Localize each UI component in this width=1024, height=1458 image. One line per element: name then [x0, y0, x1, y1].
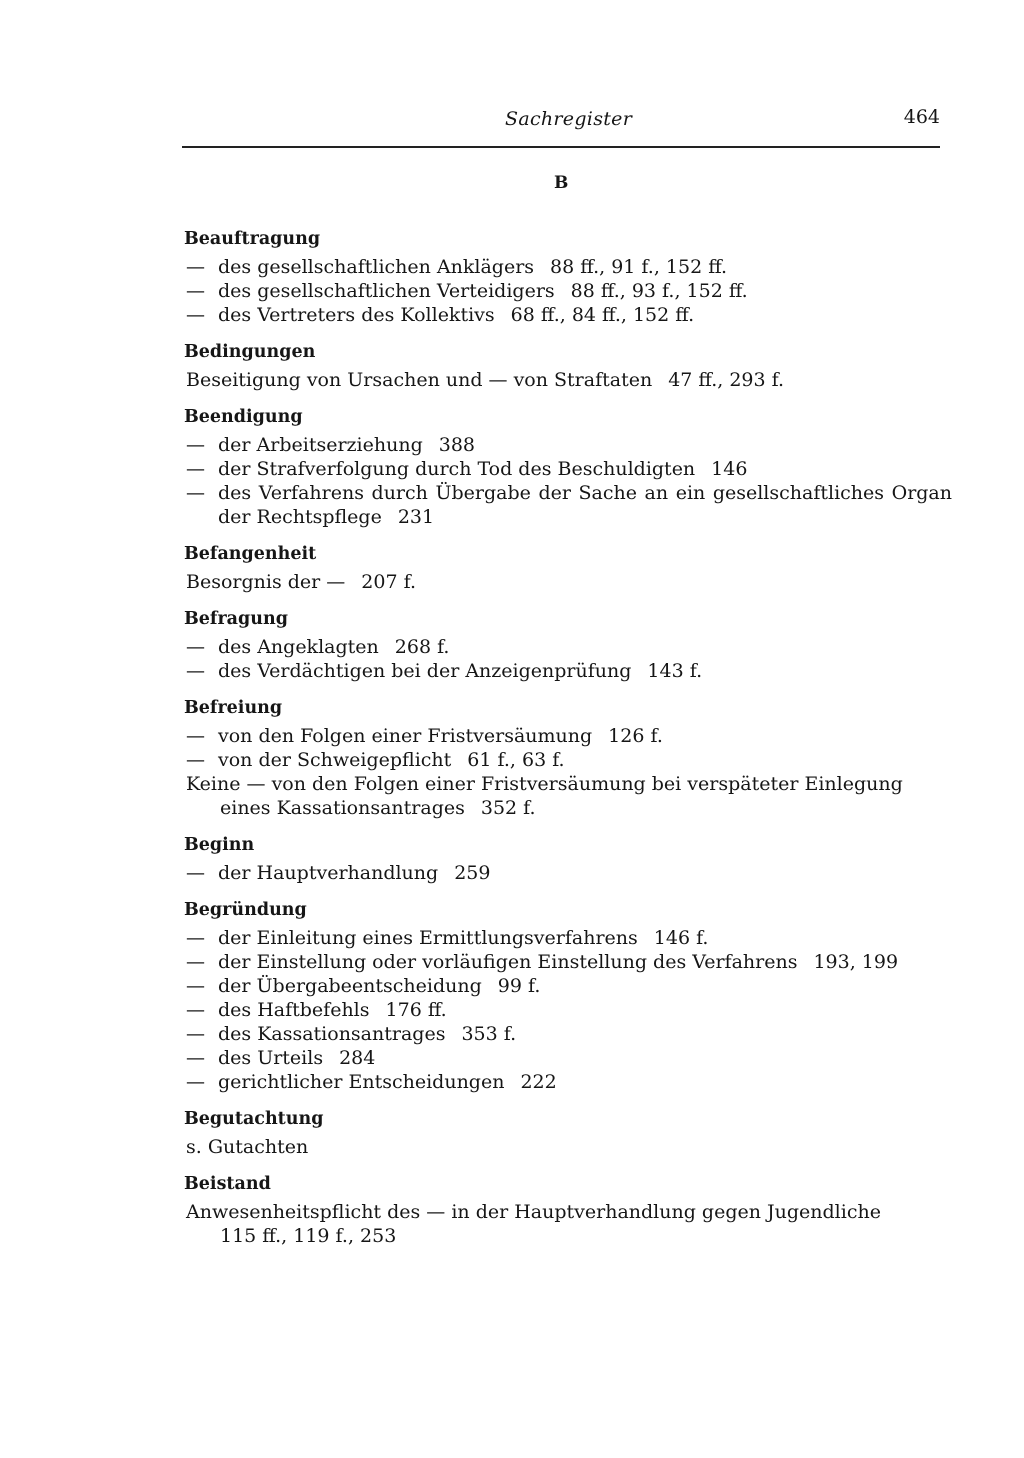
- entry-line: [184, 772, 952, 820]
- subentry-text: Beseitigung von Ursachen und — von Straftaten: [186, 369, 653, 391]
- dash-mark: —: [186, 927, 205, 949]
- subentry-line: [184, 950, 952, 974]
- page-references: 353 f.: [461, 1023, 517, 1045]
- running-title: Sachregister: [505, 108, 633, 130]
- subentry-text: des Haftbefehls: [218, 999, 370, 1021]
- page-references: 88 ff., 91 f., 152 ff.: [550, 256, 728, 278]
- entry-line: [184, 1135, 952, 1159]
- subentry-text: von der Schweigepflicht: [218, 749, 452, 771]
- subentry-line: [184, 926, 952, 950]
- dash-mark: —: [186, 951, 205, 973]
- subentry-text: der Hauptverhandlung: [218, 862, 439, 884]
- subentry-line: [184, 303, 952, 327]
- page-references: 176 ff.: [385, 999, 447, 1021]
- dash-mark: —: [186, 862, 205, 884]
- subentry-line: [184, 457, 952, 481]
- dash-mark: —: [186, 725, 205, 747]
- index-entry: [184, 1108, 952, 1159]
- dash-mark: —: [186, 1071, 205, 1093]
- entry-line: [184, 570, 952, 594]
- page-references: 146: [711, 458, 748, 480]
- subentry-line: [184, 635, 952, 659]
- subentry-line: [184, 481, 952, 529]
- page-references: 99 f.: [497, 975, 541, 997]
- subentry-text: Besorgnis der —: [186, 571, 346, 593]
- subentry-text: des gesellschaftlichen Anklägers: [218, 256, 535, 278]
- index-entry: [184, 543, 952, 594]
- dash-mark: —: [186, 458, 205, 480]
- index-content: [184, 228, 952, 1262]
- continuation-text: [186, 1224, 952, 1248]
- page-header: [182, 104, 940, 140]
- continuation-label: eines Kassationsantrages: [220, 797, 465, 819]
- entry-heading: Befangenheit: [184, 544, 317, 564]
- page-references: 388: [438, 434, 475, 456]
- page-references: 143 f.: [647, 660, 703, 682]
- entry-heading: Bedingungen: [184, 342, 316, 362]
- subentry-line: [184, 861, 952, 885]
- continuation-label: 115 ff., 119 f., 253: [220, 1225, 397, 1247]
- entry-heading: Befreiung: [184, 698, 283, 718]
- page-references: 88 ff., 93 f., 152 ff.: [570, 280, 748, 302]
- entry-heading: Beauftragung: [184, 229, 321, 249]
- subentry-line: [184, 659, 952, 683]
- dash-mark: —: [186, 482, 205, 504]
- entry-line: [184, 1200, 952, 1248]
- dash-mark: —: [186, 280, 205, 302]
- dash-mark: —: [186, 1047, 205, 1069]
- subentry-line: [184, 279, 952, 303]
- dash-mark: —: [186, 999, 205, 1021]
- page-references: 284: [339, 1047, 376, 1069]
- index-entry: [184, 899, 952, 1094]
- subentry-line: [184, 724, 952, 748]
- page-references: 61 f., 63 f.: [467, 749, 565, 771]
- continuation-text: [186, 796, 952, 820]
- page-references: 68 ff., 84 ff., 152 ff.: [510, 304, 695, 326]
- subentry-line: [184, 255, 952, 279]
- page-references: 259: [454, 862, 491, 884]
- page-references: 207 f.: [361, 571, 416, 593]
- subentry-text: des Angeklagten: [218, 636, 379, 658]
- subentry-line: [184, 748, 952, 772]
- dash-mark: —: [186, 749, 205, 771]
- page-references: 222: [520, 1071, 557, 1093]
- header-rule: [182, 146, 940, 148]
- page-references: 126 f.: [608, 725, 663, 747]
- dash-mark: —: [186, 304, 205, 326]
- entry-heading: Beginn: [184, 835, 255, 855]
- subentry-text: der Einstellung oder vorläufigen Einstellung des Verfahrens: [218, 951, 798, 973]
- entry-line: [184, 368, 952, 392]
- entry-heading: Befragung: [184, 609, 288, 629]
- subentry-text: s. Gutachten: [186, 1136, 309, 1158]
- subentry-line: [184, 433, 952, 457]
- dash-mark: —: [186, 660, 205, 682]
- page-references: 193, 199: [813, 951, 899, 973]
- subentry-line: [184, 974, 952, 998]
- subentry-line: [184, 998, 952, 1022]
- page-number: 464: [903, 106, 940, 128]
- page-references: 146 f.: [653, 927, 709, 949]
- index-entry: [184, 834, 952, 885]
- subentry-text: von den Folgen einer Fristversäumung: [218, 725, 593, 747]
- entry-heading: Beistand: [184, 1174, 271, 1194]
- dash-mark: —: [186, 1023, 205, 1045]
- page-references: 268 f.: [394, 636, 450, 658]
- dash-mark: —: [186, 636, 205, 658]
- dash-mark: —: [186, 434, 205, 456]
- subentry-line: [184, 1070, 952, 1094]
- subentry-text: gerichtlicher Entscheidungen: [218, 1071, 505, 1093]
- subentry-text: des Verfahrens durch Übergabe der Sache an ein gesellschaftliches Organ der Rechtspflege: [218, 482, 952, 528]
- subentry-text: des Vertreters des Kollektivs: [218, 304, 495, 326]
- subentry-line: [184, 1046, 952, 1070]
- entry-heading: Begründung: [184, 900, 307, 920]
- subentry-text: des Kassationsantrages: [218, 1023, 446, 1045]
- index-entry: [184, 406, 952, 529]
- subentry-text: der Einleitung eines Ermittlungsverfahrens: [218, 927, 638, 949]
- subentry-text: der Arbeitserziehung: [218, 434, 423, 456]
- subentry-text: Anwesenheitspflicht des — in der Hauptverhandlung gegen Jugendliche: [186, 1201, 881, 1223]
- entry-heading: Beendigung: [184, 407, 303, 427]
- subentry-text: des gesellschaftlichen Verteidigers: [218, 280, 555, 302]
- subentry-text: der Übergabeentscheidung: [218, 975, 482, 997]
- entry-heading: Begutachtung: [184, 1109, 324, 1129]
- page-references: 231: [397, 506, 435, 528]
- subentry-text: der Strafverfolgung durch Tod des Beschuldigten: [218, 458, 696, 480]
- dash-mark: —: [186, 256, 205, 278]
- index-entry: [184, 1173, 952, 1248]
- section-letter: B: [554, 173, 569, 193]
- page-references: 47 ff., 293 f.: [668, 369, 785, 391]
- dash-mark: —: [186, 975, 205, 997]
- index-entry: [184, 608, 952, 683]
- index-entry: [184, 697, 952, 820]
- page-references: 352 f.: [480, 797, 536, 819]
- subentry-text: des Verdächtigen bei der Anzeigenprüfung: [218, 660, 632, 682]
- subentry-text: Keine — von den Folgen einer Fristversäumung bei verspäteter Einlegung: [186, 773, 903, 795]
- subentry-text: des Urteils: [218, 1047, 324, 1069]
- subentry-line: [184, 1022, 952, 1046]
- index-entry: [184, 228, 952, 327]
- index-entry: [184, 341, 952, 392]
